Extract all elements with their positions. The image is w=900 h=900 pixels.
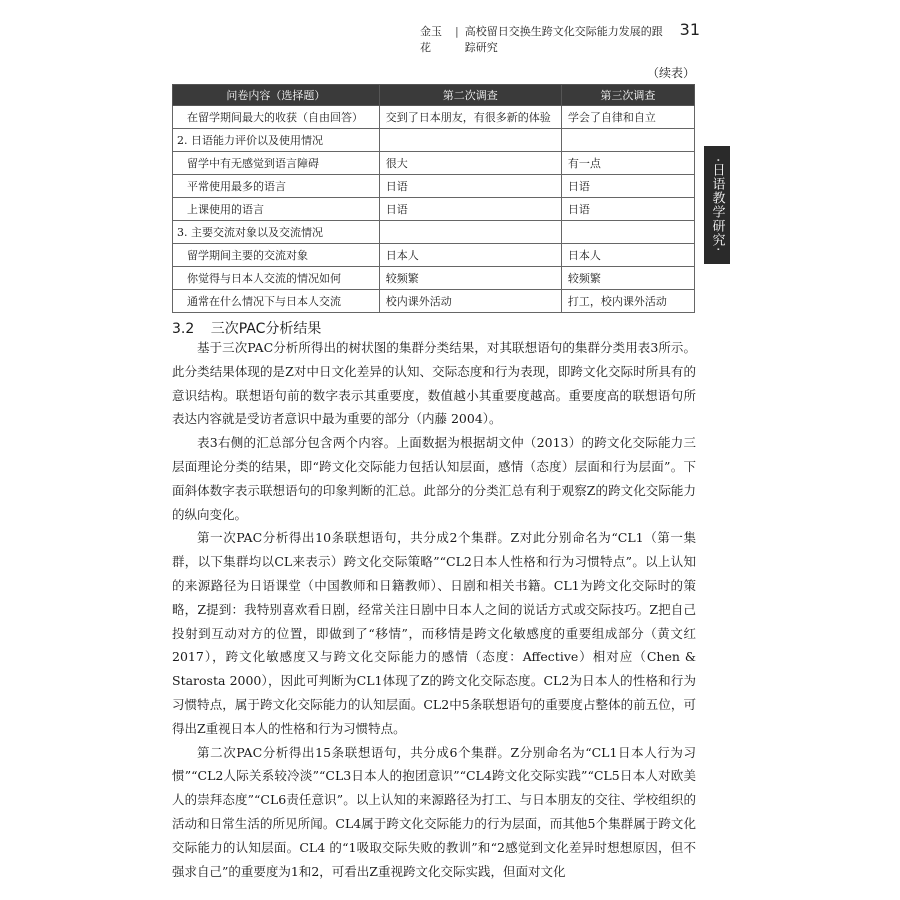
table-row <box>173 106 695 129</box>
header-author: 金玉花 <box>420 25 442 54</box>
question-cell: 你觉得与日本人交流的情况如何 <box>173 267 380 290</box>
table-header-row <box>173 85 695 106</box>
table-row <box>173 290 695 313</box>
paragraph: 第一次PAC分析得出10条联想语句，共分成2个集群。Z对此分别命名为“CL1（第一集群，以下集群均以CL来表示）跨文化交际策略”“CL2日本人性格和行为习惯特点”。以上认知的来源路径为日语课堂（中国教师和日籍教师）、日剧和相关书籍。CL1为跨文化交际时的策略，Z提到：我特别喜欢看日剧，经常关注日剧中日本人之间的说话方式或交际技巧。Z把自己投射到互动对方的位置，即做到了“移情”，而移情是跨文化敏感度的重要组成部分（黄文红 2017），跨文化敏感度又与跨文化交际能力的感情（态度：Affective）相对应（Chen & Starosta 2000），因此可判断为CL1体现了Z的跨文化交际态度。CL2为日本人的性格和行为习惯特点，属于跨文化交际能力的认知层面。CL2中5条联想语句的重要度占整体的前五位，可得出Z重视日本人的性格和行为习惯特点。 <box>172 530 696 736</box>
column-header: 第二次调查 <box>379 85 561 106</box>
question-cell: 上课使用的语言 <box>173 198 380 221</box>
third-survey-cell <box>561 129 694 152</box>
second-survey-cell <box>379 221 561 244</box>
question-cell: 平常使用最多的语言 <box>173 175 380 198</box>
third-survey-cell: 有一点 <box>561 152 694 175</box>
page-number: 31 <box>679 20 700 39</box>
question-cell: 通常在什么情况下与日本人交流 <box>173 290 380 313</box>
table-continued-label: （续表） <box>646 66 695 80</box>
third-survey-cell: 学会了自律和自立 <box>561 106 694 129</box>
question-cell: 留学期间主要的交流对象 <box>173 244 380 267</box>
second-survey-cell: 日语 <box>379 175 561 198</box>
header-article-title: 高校留日交换生跨文化交际能力发展的跟踪研究 <box>464 25 663 54</box>
section-side-tab: ·日语教学研究· <box>704 146 730 264</box>
section-number: 3.2 <box>172 321 195 337</box>
third-survey-cell: 打工，校内课外活动 <box>561 290 694 313</box>
paragraph: 表3右侧的汇总部分包含两个内容。上面数据为根据胡文仲（2013）的跨文化交际能力三层面理论分类的结果，即“跨文化交际能力包括认知层面，感情（态度）层面和行为层面”。下面斜体数字表示联想语句的印象判断的汇总。此部分的分类汇总有利于观察Z的跨文化交际能力的纵向变化。 <box>172 435 696 522</box>
body-text <box>172 336 696 883</box>
second-survey-cell: 日语 <box>379 198 561 221</box>
question-cell: 在留学期间最大的收获（自由回答） <box>173 106 380 129</box>
second-survey-cell <box>379 129 561 152</box>
second-survey-cell: 交到了日本朋友，有很多新的体验 <box>379 106 561 129</box>
third-survey-cell <box>561 221 694 244</box>
table-body <box>173 106 695 313</box>
second-survey-cell: 很大 <box>379 152 561 175</box>
second-survey-cell: 校内课外活动 <box>379 290 561 313</box>
third-survey-cell: 日语 <box>561 198 694 221</box>
header-separator: | <box>454 25 459 38</box>
paragraph: 基于三次PAC分析所得出的树状图的集群分类结果，对其联想语句的集群分类用表3所示。此分类结果体现的是Z对中日文化差异的认知、交际态度和行为表现，即跨文化交际时所具有的意识结构。联想语句前的数字表示其重要度，数值越小其重要度越高。重要度高的联想语句所表达内容就是受访者意识中最为重要的部分（内藤 2004）。 <box>172 340 696 427</box>
running-header <box>420 20 700 55</box>
section-title: 三次PAC分析结果 <box>210 321 322 337</box>
table-row <box>173 244 695 267</box>
table-section-row <box>173 129 695 152</box>
question-cell: 留学中有无感觉到语言障碍 <box>173 152 380 175</box>
second-survey-cell: 较频繁 <box>379 267 561 290</box>
table-row <box>173 152 695 175</box>
paragraph: 第二次PAC分析得出15条联想语句，共分成6个集群。Z分别命名为“CL1日本人行为习惯”“CL2人际关系较冷淡”“CL3日本人的抱团意识”“CL4跨文化交际实践”“CL5日本人对欧美人的崇拜态度”“CL6责任意识”。以上认知的来源路径为打工、与日本朋友的交往、学校组织的活动和日常生活的所见所闻。CL4属于跨文化交际能力的行为层面，而其他5个集群属于跨文化交际能力的认知层面。CL4 的“1吸取交际失败的教训”和“2感觉到文化差异时想想原因，但不强求自己”的重要度为1和2，可看出Z重视跨文化交际实践，但面对文化 <box>172 744 696 879</box>
third-survey-cell: 日本人 <box>561 244 694 267</box>
question-cell: 2. 日语能力评价以及使用情况 <box>173 129 380 152</box>
third-survey-cell: 较频繁 <box>561 267 694 290</box>
section-heading <box>172 318 321 338</box>
table-row <box>173 198 695 221</box>
third-survey-cell: 日语 <box>561 175 694 198</box>
table-row <box>173 267 695 290</box>
question-cell: 3. 主要交流对象以及交流情况 <box>173 221 380 244</box>
second-survey-cell: 日本人 <box>379 244 561 267</box>
table-row <box>173 175 695 198</box>
column-header: 第三次调查 <box>561 85 694 106</box>
survey-table <box>172 84 695 313</box>
column-header: 问卷内容（选择题） <box>173 85 380 106</box>
table-section-row <box>173 221 695 244</box>
